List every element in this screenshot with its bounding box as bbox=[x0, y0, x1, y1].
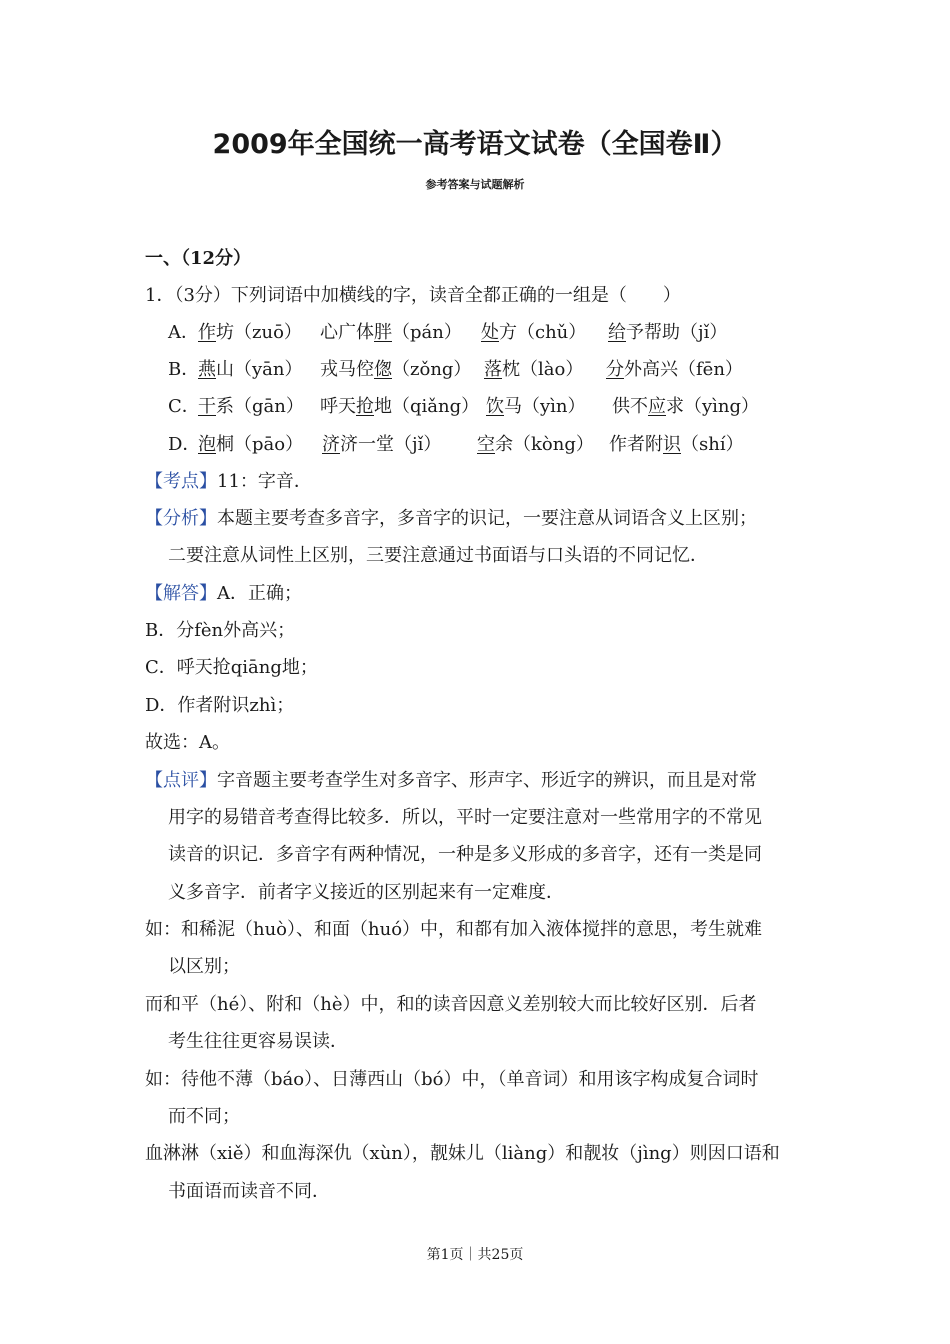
option-d-item: 济济一堂（jǐ） bbox=[322, 434, 442, 455]
option-c-item: 饮马（yìn） bbox=[486, 396, 586, 417]
option-c-item: 供不应求（yìng） bbox=[612, 396, 760, 417]
example-line: 如：待他不薄（báo）、日薄西山（bó）中，（单音词）和用该字构成复合词时 bbox=[145, 1069, 759, 1090]
page-footer: 第1页｜共25页 bbox=[426, 1247, 524, 1263]
option-a-item: 给予帮助（jǐ） bbox=[608, 322, 728, 343]
fenxi-line: 二要注意从词性上区别，三要注意通过书面语与口头语的不同记忆． bbox=[168, 545, 708, 566]
answer-b: B．分fèn外高兴； bbox=[145, 620, 296, 641]
example-line: 而不同； bbox=[168, 1106, 240, 1127]
fenxi-row: 【分析】本题主要考查多音字，多音字的识记，一要注意从词语含义上区别； bbox=[145, 508, 757, 529]
option-d-item: 泡桐（pāo） bbox=[198, 434, 304, 455]
answer-d: D．作者附识zhì； bbox=[145, 695, 295, 716]
kaodian-tag: 【考点】 bbox=[145, 471, 217, 492]
answer-choice: 故选：A。 bbox=[145, 732, 230, 753]
dianping-row: 【点评】字音题主要考查学生对多音字、形声字、形近字的辨识，而且是对常 bbox=[145, 770, 757, 791]
page-subtitle: 参考答案与试题解析 bbox=[425, 178, 525, 191]
option-a-item: 处方（chǔ） bbox=[481, 322, 587, 343]
jieda-row: 【解答】A．正确； bbox=[145, 583, 302, 604]
option-d-label: D． bbox=[168, 434, 201, 455]
option-c-item: 干系（gān） bbox=[198, 396, 304, 417]
example-line: 书面语而读音不同． bbox=[168, 1181, 330, 1202]
fenxi-tag: 【分析】 bbox=[145, 508, 217, 529]
example-line: 血淋淋（xiě）和血海深仇（xùn），靓妹儿（liàng）和靓妆（jìng）则因口语和 bbox=[145, 1143, 780, 1164]
option-b-item: 燕山（yān） bbox=[198, 359, 303, 380]
section-heading: 一、（12分） bbox=[145, 248, 252, 269]
dianping-line: 读音的识记．多音字有两种情况，一种是多义形成的多音字，还有一类是同 bbox=[168, 844, 762, 865]
example-line: 考生往往更容易误读． bbox=[168, 1031, 348, 1052]
option-a-item: 作坊（zuō） bbox=[198, 322, 302, 343]
option-a-label: A． bbox=[168, 322, 199, 343]
answer-c: C．呼天抢qiāng地； bbox=[145, 657, 318, 678]
option-b-item: 分外高兴（fēn） bbox=[606, 359, 743, 380]
question-stem: 1．（3分）下列词语中加横线的字，读音全都正确的一组是（ ） bbox=[145, 285, 681, 306]
option-b-item: 戎马倥偬（zǒng） bbox=[320, 359, 472, 380]
option-a-item: 心广体胖（pán） bbox=[320, 322, 462, 343]
option-c-item: 呼天抢地（qiǎng） bbox=[320, 396, 480, 417]
example-line: 如：和稀泥（huò）、和面（huó）中，和都有加入液体搅拌的意思，考生就难 bbox=[145, 919, 763, 940]
option-d-item: 空余（kòng） bbox=[477, 434, 594, 455]
example-line: 而和平（hé）、附和（hè）中，和的读音因意义差别较大而比较好区别．后者 bbox=[145, 994, 757, 1015]
dianping-line: 义多音字．前者字义接近的区别起来有一定难度． bbox=[168, 882, 564, 903]
dianping-line: 用字的易错音考查得比较多．所以，平时一定要注意对一些常用字的不常见 bbox=[168, 807, 762, 828]
option-c-label: C． bbox=[168, 396, 200, 417]
jieda-tag: 【解答】 bbox=[145, 583, 217, 604]
option-b-item: 落枕（lào） bbox=[484, 359, 584, 380]
kaodian-row: 【考点】11：字音． bbox=[145, 471, 312, 492]
example-line: 以区别； bbox=[168, 956, 240, 977]
dianping-tag: 【点评】 bbox=[145, 770, 217, 791]
option-d-item: 作者附识（shí） bbox=[609, 434, 744, 455]
option-b-label: B． bbox=[168, 359, 200, 380]
page-title: 2009年全国统一高考语文试卷（全国卷Ⅱ） bbox=[212, 129, 738, 160]
